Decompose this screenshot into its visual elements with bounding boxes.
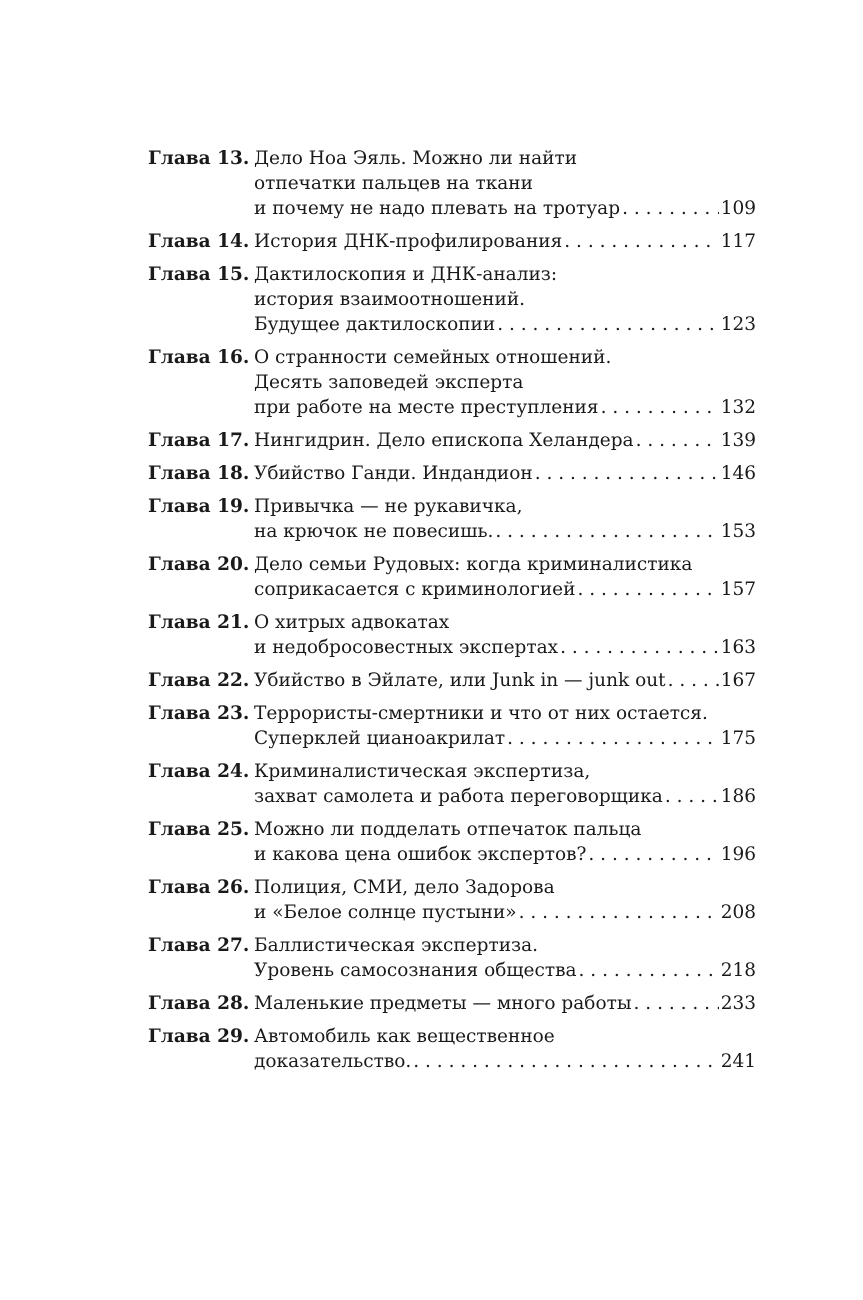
page-number: 109 xyxy=(720,198,756,219)
chapter-title-line: доказательство. xyxy=(254,1051,412,1072)
chapter-title-line: Автомобиль как вещественное xyxy=(254,1026,555,1047)
chapter-title-line: О хитрых адвокатах xyxy=(254,612,450,633)
dot-leader xyxy=(564,229,718,254)
chapter-title-line: Баллистическая экспертиза. xyxy=(254,935,539,956)
chapter-title-last-line xyxy=(254,229,756,254)
dot-leader xyxy=(601,395,719,420)
chapter-title-last-line xyxy=(254,312,756,337)
toc-entry xyxy=(148,146,756,221)
dot-leader xyxy=(665,784,719,809)
chapter-title-line: О странности семейных отношений. xyxy=(254,347,612,368)
page-number: 117 xyxy=(720,231,756,252)
chapter-label: Глава 23. xyxy=(148,703,250,724)
toc-entry xyxy=(148,875,756,925)
dot-leader xyxy=(497,312,718,337)
chapter-title-line: Десять заповедей эксперта xyxy=(254,372,524,393)
page-number: 132 xyxy=(720,397,756,418)
toc-entry xyxy=(148,229,756,254)
chapter-title-line: на крючок не повесишь. xyxy=(254,521,494,542)
dot-leader xyxy=(577,577,718,602)
chapter-label: Глава 20. xyxy=(148,554,250,575)
chapter-label: Глава 29. xyxy=(148,1026,250,1047)
chapter-title xyxy=(254,1024,756,1074)
dot-leader xyxy=(668,668,719,693)
chapter-title-line: Дело семьи Рудовых: когда криминалистика xyxy=(254,554,693,575)
toc-entry xyxy=(148,759,756,809)
chapter-title-line: Полиция, СМИ, дело Задорова xyxy=(254,877,555,898)
page-number: 233 xyxy=(720,993,756,1014)
chapter-title-last-line xyxy=(254,461,756,486)
chapter-label: Глава 16. xyxy=(148,347,250,368)
dot-leader xyxy=(634,991,719,1016)
chapter-label: Глава 22. xyxy=(148,670,250,691)
toc-entry xyxy=(148,701,756,751)
page-number: 208 xyxy=(720,902,756,923)
chapter-title-last-line xyxy=(254,577,756,602)
toc-entry xyxy=(148,668,756,693)
chapter-title xyxy=(254,817,756,867)
page-number: 241 xyxy=(720,1051,756,1072)
toc-entry xyxy=(148,933,756,983)
chapter-title-last-line xyxy=(254,958,756,983)
toc-entry xyxy=(148,428,756,453)
chapter-title-line: Нингидрин. Дело епископа Хеландера xyxy=(254,430,634,451)
page-number: 139 xyxy=(720,430,756,451)
toc-entry xyxy=(148,552,756,602)
chapter-title-line: Суперклей цианоакрилат xyxy=(254,728,506,749)
chapter-label: Глава 13. xyxy=(148,148,250,169)
chapter-title-line: Криминалистическая экспертиза, xyxy=(254,761,591,782)
dot-leader xyxy=(636,428,719,453)
chapter-title-line: и недобросовестных экспертах xyxy=(254,637,559,658)
dot-leader xyxy=(535,461,719,486)
chapter-label: Глава 25. xyxy=(148,819,250,840)
chapter-title-line: История ДНК-профилирования xyxy=(254,231,563,252)
dot-leader xyxy=(622,196,719,221)
chapter-title-line: Уровень самосознания общества xyxy=(254,960,577,981)
chapter-title-last-line xyxy=(254,196,756,221)
chapter-title-last-line xyxy=(254,395,756,420)
chapter-title-line: захват самолета и работа переговорщика xyxy=(254,786,663,807)
toc-entry xyxy=(148,991,756,1016)
page-number: 196 xyxy=(720,844,756,865)
chapter-title-last-line xyxy=(254,900,756,925)
chapter-label: Глава 28. xyxy=(148,993,250,1014)
chapter-label: Глава 19. xyxy=(148,496,250,517)
toc-entry xyxy=(148,817,756,867)
chapter-title-line: Привычка — не рукавичка, xyxy=(254,496,523,517)
toc-entry xyxy=(148,461,756,486)
chapter-title-last-line xyxy=(254,726,756,751)
chapter-title-line: и почему не надо плевать на тротуар xyxy=(254,198,621,219)
dot-leader xyxy=(579,958,719,983)
chapter-title xyxy=(254,146,756,221)
chapter-title xyxy=(254,428,756,453)
chapter-title-last-line xyxy=(254,991,756,1016)
page-number: 157 xyxy=(720,579,756,600)
chapter-title-line: и какова цена ошибок экспертов? xyxy=(254,844,587,865)
chapter-title-line: Можно ли подделать отпечаток пальца xyxy=(254,819,642,840)
chapter-label: Глава 26. xyxy=(148,877,250,898)
chapter-title xyxy=(254,461,756,486)
chapter-title-line: и «Белое солнце пустыни» xyxy=(254,902,517,923)
chapter-title xyxy=(254,933,756,983)
chapter-title xyxy=(254,494,756,544)
dot-leader xyxy=(560,635,719,660)
dot-leader xyxy=(519,900,719,925)
chapter-title-line: Террористы-смертники и что от них остается. xyxy=(254,703,708,724)
chapter-title xyxy=(254,875,756,925)
page-number: 186 xyxy=(720,786,756,807)
page-number: 163 xyxy=(720,637,756,658)
chapter-title-line: Дактилоскопия и ДНК-анализ: xyxy=(254,264,558,285)
toc-entry xyxy=(148,610,756,660)
chapter-title-line: Убийство в Эйлате, или Junk in — junk out xyxy=(254,670,666,691)
chapter-title-last-line xyxy=(254,842,756,867)
chapter-title-line: история взаимоотношений. xyxy=(254,289,526,310)
chapter-label: Глава 24. xyxy=(148,761,250,782)
chapter-title-last-line xyxy=(254,635,756,660)
chapter-label: Глава 21. xyxy=(148,612,250,633)
page-number: 146 xyxy=(720,463,756,484)
chapter-title-line: отпечатки пальцев на ткани xyxy=(254,173,533,194)
page-number: 218 xyxy=(720,960,756,981)
chapter-title-line: Дело Ноа Эяль. Можно ли найти xyxy=(254,148,578,169)
chapter-title-line: при работе на месте преступления xyxy=(254,397,599,418)
chapter-title xyxy=(254,701,756,751)
chapter-label: Глава 18. xyxy=(148,463,250,484)
chapter-title-last-line xyxy=(254,784,756,809)
toc-entry xyxy=(148,494,756,544)
chapter-title-last-line xyxy=(254,1049,756,1074)
chapter-title-line: Маленькие предметы — много работы xyxy=(254,993,632,1014)
chapter-title-last-line xyxy=(254,428,756,453)
chapter-label: Глава 27. xyxy=(148,935,250,956)
chapter-title-last-line xyxy=(254,668,756,693)
chapter-title-line: соприкасается с криминологией xyxy=(254,579,576,600)
chapter-title-line: Убийство Ганди. Индандион xyxy=(254,463,533,484)
chapter-title xyxy=(254,610,756,660)
chapter-title xyxy=(254,262,756,337)
page-number: 123 xyxy=(720,314,756,335)
toc-entry xyxy=(148,1024,756,1074)
chapter-title xyxy=(254,229,756,254)
chapter-title xyxy=(254,991,756,1016)
chapter-title xyxy=(254,668,756,693)
chapter-label: Глава 15. xyxy=(148,264,250,285)
dot-leader xyxy=(495,519,718,544)
table-of-contents xyxy=(148,146,756,1082)
chapter-label: Глава 14. xyxy=(148,231,250,252)
dot-leader xyxy=(413,1049,718,1074)
chapter-title xyxy=(254,345,756,420)
page-number: 175 xyxy=(720,728,756,749)
dot-leader xyxy=(588,842,718,867)
chapter-title-last-line xyxy=(254,519,756,544)
page-number: 167 xyxy=(720,670,756,691)
page-number: 153 xyxy=(720,521,756,542)
chapter-label: Глава 17. xyxy=(148,430,250,451)
chapter-title xyxy=(254,759,756,809)
chapter-title xyxy=(254,552,756,602)
toc-entry xyxy=(148,345,756,420)
dot-leader xyxy=(507,726,719,751)
chapter-title-line: Будущее дактилоскопии xyxy=(254,314,496,335)
toc-entry xyxy=(148,262,756,337)
